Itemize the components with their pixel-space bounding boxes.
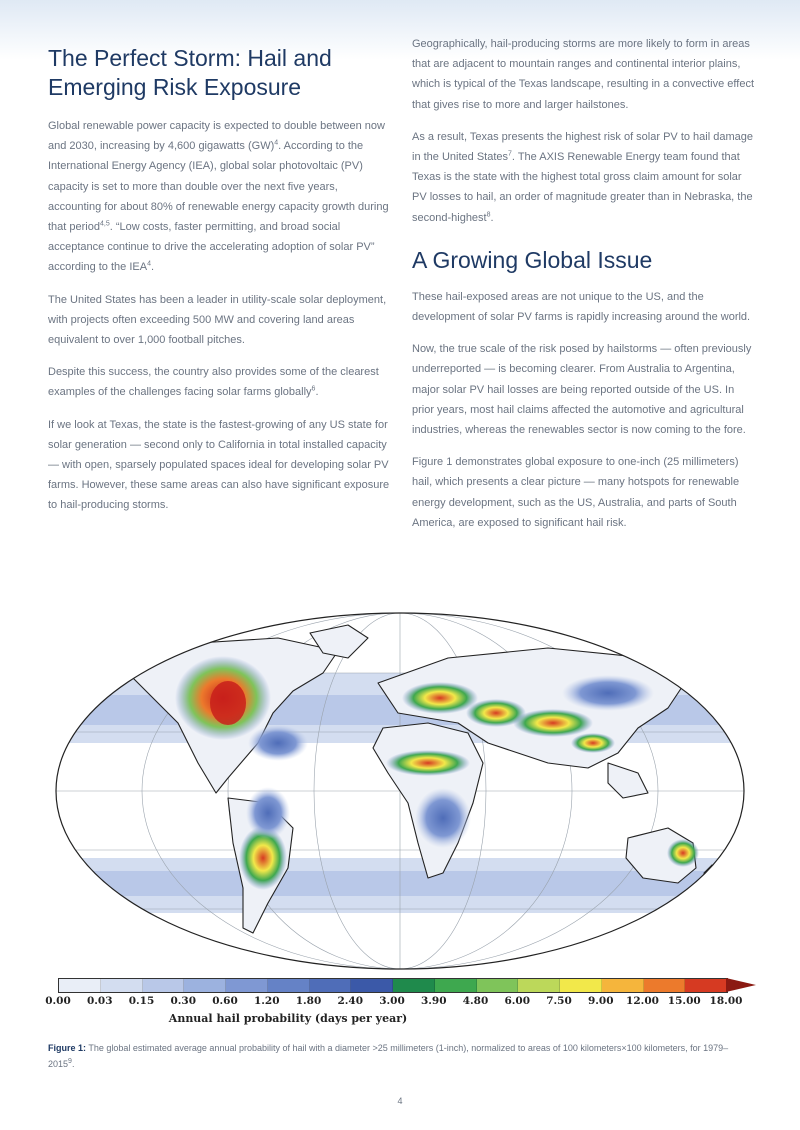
color-scale-tick-label: 3.90 [420, 995, 447, 1007]
left-column [48, 42, 390, 528]
color-scale-tick-label: 12.00 [626, 995, 659, 1007]
color-scale-segment [435, 979, 477, 992]
color-scale-tick-label: 7.50 [546, 995, 572, 1007]
page-number: 4 [397, 1096, 403, 1106]
color-scale-title: Annual hail probability (days per year) [168, 1012, 408, 1025]
color-scale-tick-label: 4.80 [462, 995, 489, 1007]
color-scale-tick-label: 0.60 [212, 995, 238, 1007]
color-scale-segment [143, 979, 185, 992]
color-scale-tick-label: 0.00 [45, 995, 71, 1007]
color-scale-segment [184, 979, 226, 992]
color-scale-tick-label: 1.20 [253, 995, 280, 1007]
color-scale-bar [58, 978, 728, 993]
paragraph-true-scale: Now, the true scale of the risk posed by hailstorms — often previously underreported — is becoming clearer. From Australia to Argentina, major solar PV hail losses are being reported outside of the US. In prior years, most hail claims affected the automotive and agricultural industries, whereas the renewables sector is now coming to the fore. [412, 343, 752, 437]
caption-label: Figure 1: [48, 1043, 87, 1053]
figure-caption: Figure 1: The global estimated average annual probability of hail with a diameter >25 millimeters (1-inch), normalized to areas of 100 kilometers×100 kilometers, for 1979–2015$^9$. [48, 1043, 729, 1069]
color-scale-segment [477, 979, 519, 992]
color-scale-legend [45, 978, 744, 1032]
color-scale-tick-label: 6.00 [504, 995, 531, 1007]
caption-text: The global estimated average annual probability of hail with a diameter >25 millimeters (1-inch), normalized to areas of 100 kilometers×100 kilometers, for 1979–2015 [48, 1043, 729, 1069]
paragraph-figure-ref: Figure 1 demonstrates global exposure to one-inch (25 millimeters) hail, which presents a clear picture — many hotspots for renewable energy development, such as the US, Australia, and parts of South America, are exposed to significant hail risk. [412, 456, 740, 529]
section-heading: A Growing Global Issue [412, 246, 653, 273]
color-scale-tick-label: 18.00 [709, 995, 743, 1007]
color-scale-tick-label: 1.80 [295, 995, 322, 1007]
color-scale-tick-label: 0.03 [86, 995, 113, 1007]
world-map-image [48, 603, 752, 985]
color-scale-segment [226, 979, 268, 992]
color-scale-tick-label: 3.00 [379, 995, 405, 1007]
color-scale-segment [59, 979, 101, 992]
hail-probability-map [48, 603, 752, 985]
paragraph-texas: If we look at Texas, the state is the fastest-growing of any US state for solar generation — second only to California in total installed capacity — with open, sparsely populated spaces ideal for developing solar PV farms. However, these same areas can also have significant exposure to hail-producing storms. [48, 418, 390, 512]
color-scale-segment [602, 979, 644, 992]
paragraph-challenges: Despite this success, the country also provides some of the clearest examples of the challenges facing solar farms globally$^6$. [48, 366, 379, 399]
color-scale-tick-label: 15.00 [667, 995, 701, 1007]
color-scale-tick-label: 9.00 [587, 995, 614, 1007]
article-title: The Perfect Storm: Hail and Emerging Risk Exposure [48, 45, 332, 100]
color-scale-segment [644, 979, 686, 992]
color-scale-tick-label: 2.40 [337, 995, 364, 1007]
color-scale-segment [268, 979, 310, 992]
paragraph-geography: Geographically, hail-producing storms are more likely to form in areas that are adjacent to mountain ranges and continental interior plains, which is typical of the Texas landscape, resulting in a convective effect that gives rise to more and larger hailstones. [412, 38, 755, 111]
paragraph-us-leader: The United States has been a leader in utility-scale solar deployment, with projects often exceeding 500 MW and covering land areas equivalent to over 1,000 football pitches. [48, 293, 387, 347]
right-column [412, 38, 755, 545]
color-scale-tick-label: 0.30 [170, 995, 197, 1007]
color-scale-segment [518, 979, 560, 992]
paragraph-not-unique: These hail-exposed areas are not unique to the US, and the development of solar PV farms is rapidly increasing around the world. [412, 290, 751, 324]
color-scale-segment [560, 979, 602, 992]
paragraph-capacity: Global renewable power capacity is expected to double between now and 2030, increasing by 4,600 gigawatts (GW)$^4$. According to the International Energy Agency (IEA), global solar photovoltaic (PV) capacity is set to more than double over the next five years, accounting for about 80% of renewable energy capacity growth during that period$^{4,5}$. “Low costs, faster permitting, and broad social acceptance continue to drive the accelerating adoption of solar PV” according to the IEA$^4$. [48, 120, 389, 274]
color-scale-ticks [45, 995, 743, 1009]
color-scale-tick-label: 0.15 [128, 995, 155, 1007]
color-scale-segment [351, 979, 393, 992]
color-scale-segment [393, 979, 435, 992]
paragraph-texas-risk: As a result, Texas presents the highest risk of solar PV to hail damage in the United States$^7$. The AXIS Renewable Energy team found that Texas is the state with the highest total gross claim amount for solar PV losses to hail, an order of magnitude greater than in Nebraska, the second-highest$^8$. [412, 130, 753, 224]
color-scale-segment [310, 979, 352, 992]
color-scale-arrow [726, 978, 756, 992]
color-scale-segment [685, 979, 727, 992]
color-scale-segment [101, 979, 143, 992]
